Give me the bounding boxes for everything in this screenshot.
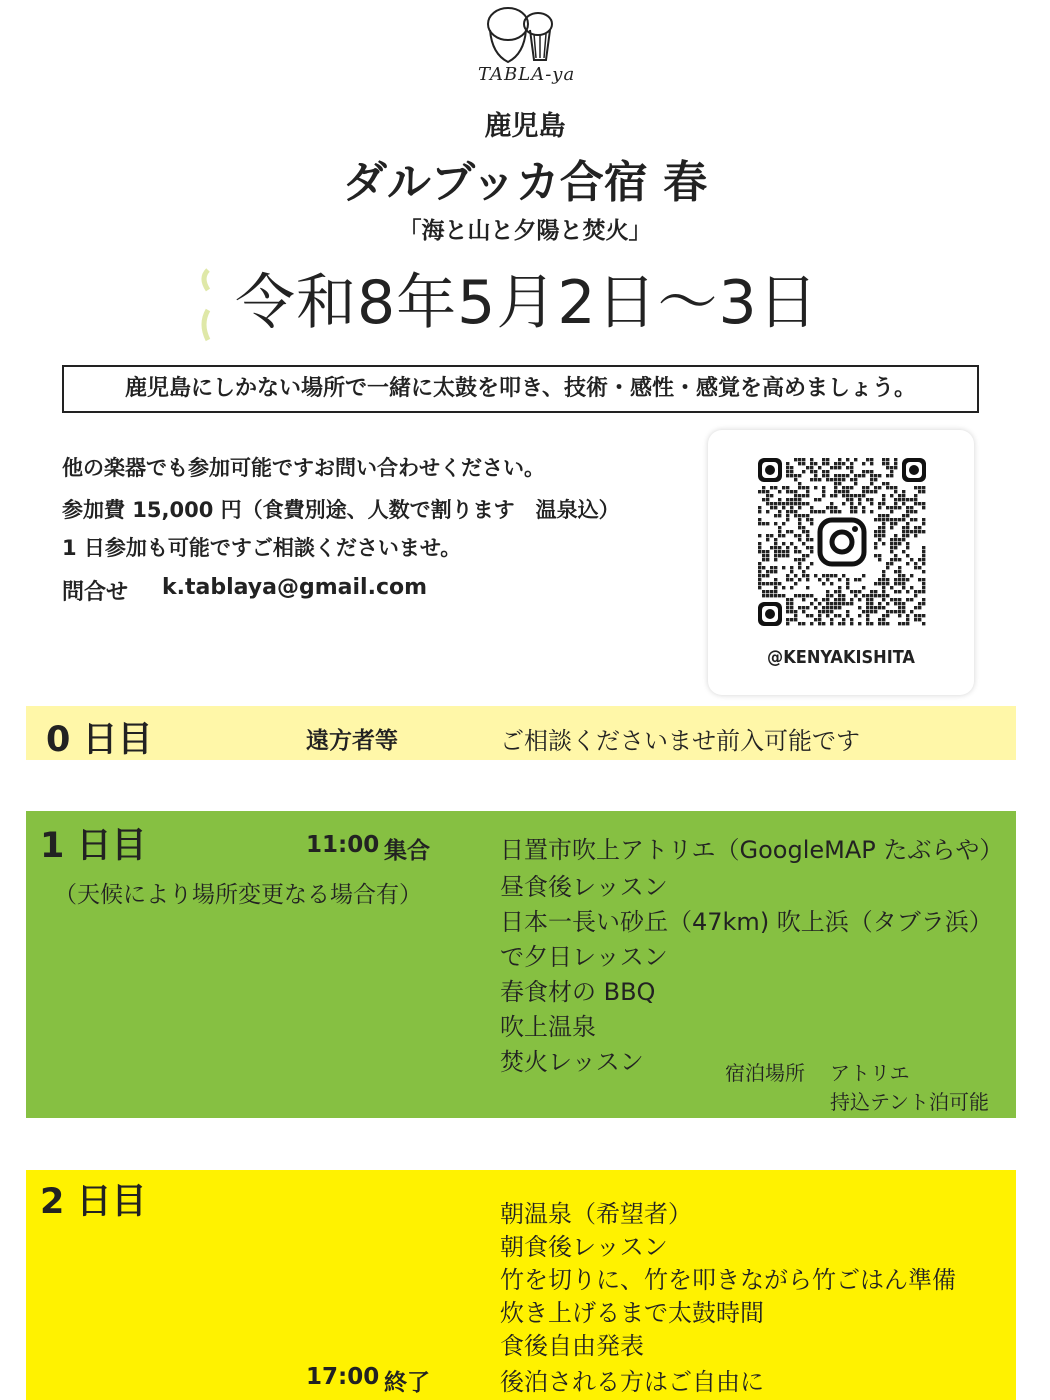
logo-text: TABLA-ya bbox=[478, 64, 576, 85]
tagline-box: 鹿児島にしかない場所で一緒に太鼓を叩き、技術・感性・感覚を高めましょう。 bbox=[62, 365, 979, 413]
day1-time: 11:00 bbox=[306, 832, 380, 858]
event-date: 令和8年5月2日〜3日 bbox=[235, 268, 819, 338]
day1-stay-label: 宿泊場所 bbox=[725, 1061, 805, 1085]
day1-item: 春食材の BBQ bbox=[500, 978, 656, 1006]
day1-item: 焚火レッスン bbox=[500, 1048, 644, 1076]
tabla-drum-logo-icon bbox=[480, 4, 570, 66]
day2-item: 炊き上げるまで太鼓時間 bbox=[500, 1299, 764, 1327]
day2-item: 後泊される方はご自由に bbox=[500, 1368, 764, 1396]
page-title: ダルブッカ合宿 春 bbox=[342, 157, 708, 208]
day1-item: 昼食後レッスン bbox=[500, 873, 668, 901]
contact-email-link[interactable]: k.tablaya@gmail.com bbox=[162, 575, 428, 600]
decorative-marks bbox=[198, 268, 212, 344]
day1-label: 1 日目 bbox=[40, 826, 147, 866]
info-line-one-day: 1 日参加も可能ですご相談くださいませ。 bbox=[62, 536, 462, 560]
day2-item: 竹を切りに、竹を叩きながら竹ごはん準備 bbox=[500, 1266, 956, 1294]
day2-end-event: 終了 bbox=[384, 1370, 430, 1396]
day1-stay-place: アトリエ bbox=[830, 1061, 910, 1085]
day0-label: 0 日目 bbox=[46, 720, 153, 760]
day0-note: ご相談くださいませ前入可能です bbox=[500, 727, 860, 755]
day2-label: 2 日目 bbox=[40, 1182, 147, 1222]
contact-label: 問合せ bbox=[62, 580, 129, 605]
day2-item: 食後自由発表 bbox=[500, 1332, 644, 1360]
day1-weather-note: （天候により場所変更なる場合有） bbox=[54, 882, 422, 908]
info-line-fee: 参加費 15,000 円（食費別途、人数で割ります 温泉込） bbox=[62, 498, 620, 522]
day2-item: 朝温泉（希望者） bbox=[500, 1200, 692, 1228]
qr-code[interactable] bbox=[758, 458, 926, 626]
subtitle: 「海と山と夕陽と焚火」 bbox=[398, 218, 652, 244]
day1-item: で夕日レッスン bbox=[500, 943, 668, 971]
day1-stay-tent: 持込テント泊可能 bbox=[830, 1090, 989, 1114]
day1-time-event: 集合 bbox=[384, 838, 430, 864]
instagram-handle: @KENYAKISHITA bbox=[767, 647, 915, 668]
day0-who: 遠方者等 bbox=[306, 728, 398, 754]
day1-item: 吹上温泉 bbox=[500, 1013, 596, 1041]
day1-item: 日置市吹上アトリエ（GoogleMAP たぶらや） bbox=[500, 836, 1004, 864]
region-heading: 鹿児島 bbox=[484, 111, 566, 142]
info-line-instruments: 他の楽器でも参加可能ですお問い合わせください。 bbox=[62, 456, 545, 480]
day2-end-time: 17:00 bbox=[306, 1364, 380, 1390]
day1-item: 日本一長い砂丘（47km) 吹上浜（タブラ浜） bbox=[500, 908, 993, 936]
day2-item: 朝食後レッスン bbox=[500, 1233, 668, 1261]
